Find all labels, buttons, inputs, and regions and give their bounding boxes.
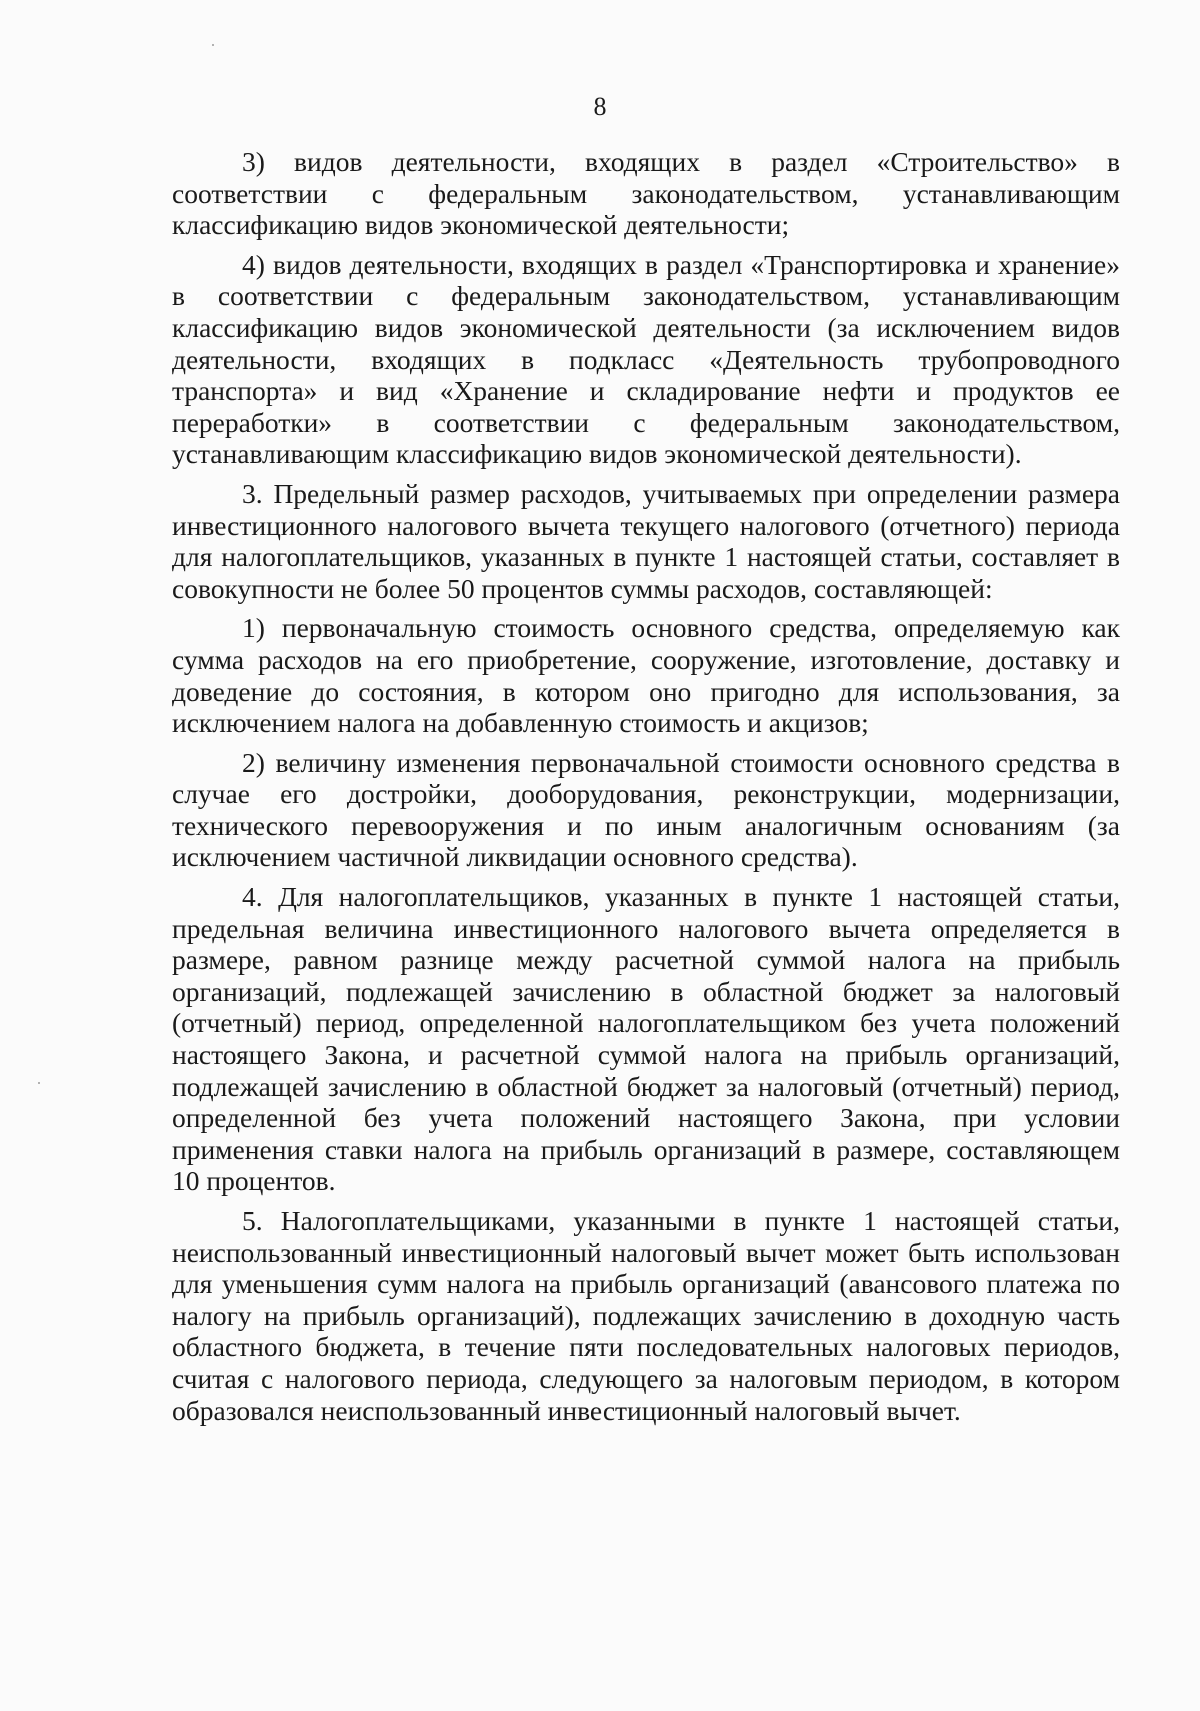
paragraph-subitem-2: 2) величину изменения первоначальной стоимости основного средства в случае его достройки, дооборудования, реконструкции, модернизации, технического перевооружения и по иным аналогичным основаниям (за исключением частичной ликвидации основного средства). — [172, 746, 1120, 873]
paragraph-item-3: 3) видов деятельности, входящих в раздел «Строительство» в соответствии с федеральным законодательством, устанавливающим классификацию видов экономической деятельности; — [172, 146, 1120, 241]
document-body — [172, 146, 1120, 1434]
paragraph-point-4: 4. Для налогоплательщиков, указанных в пункте 1 настоящей статьи, предельная величина инвестиционного налогового вычета определяется в размере, равном разнице между расчетной суммой налога на прибыль организаций, подлежащей зачислению в областной бюджет за налоговый (отчетный) период, определенной налогоплательщиком без учета положений настоящего Закона, и расчетной суммой налога на прибыль организаций, подлежащей зачислению в областной бюджет за налоговый (отчетный) период, определенной без учета положений настоящего Закона, при условии применения ставки налога на прибыль организаций в размере, составляющем 10 процентов. — [172, 881, 1120, 1197]
paragraph-item-4: 4) видов деятельности, входящих в раздел «Транспортировка и хранение» в соответствии с федеральным законодательством, устанавливающим классификацию видов экономической деятельности (за исключением видов деятельности, входящих в подкласс «Деятельность трубопроводного транспорта» и вид «Хранение и складирование нефти и продуктов ее переработки» в соответствии с федеральным законодательством, устанавливающим классификацию видов экономической деятельности). — [172, 248, 1120, 470]
scan-speck — [38, 1082, 40, 1084]
paragraph-point-5: 5. Налогоплательщиками, указанными в пункте 1 настоящей статьи, неиспользованный инвестиционный налоговый вычет может быть использован для уменьшения сумм налога на прибыль организаций (авансового платежа по налогу на прибыль организаций), подлежащих зачислению в доходную часть областного бюджета, в течение пяти последовательных налоговых периодов, считая с налогового периода, следующего за налоговым периодом, в котором образовался неиспользованный инвестиционный налоговый вычет. — [172, 1205, 1120, 1426]
page-number: 8 — [593, 92, 607, 121]
paragraph-subitem-1: 1) первоначальную стоимость основного средства, определяемую как сумма расходов на его приобретение, сооружение, изготовление, доставку и доведение до состояния, в котором оно пригодно для использования, за исключением налога на добавленную стоимость и акцизов; — [172, 612, 1120, 739]
scan-speck — [212, 44, 214, 46]
paragraph-point-3: 3. Предельный размер расходов, учитываемых при определении размера инвестиционного налогового вычета текущего налогового (отчетного) периода для налогоплательщиков, указанных в пункте 1 настоящей статьи, составляет в совокупности не более 50 процентов суммы расходов, составляющей: — [172, 477, 1120, 604]
